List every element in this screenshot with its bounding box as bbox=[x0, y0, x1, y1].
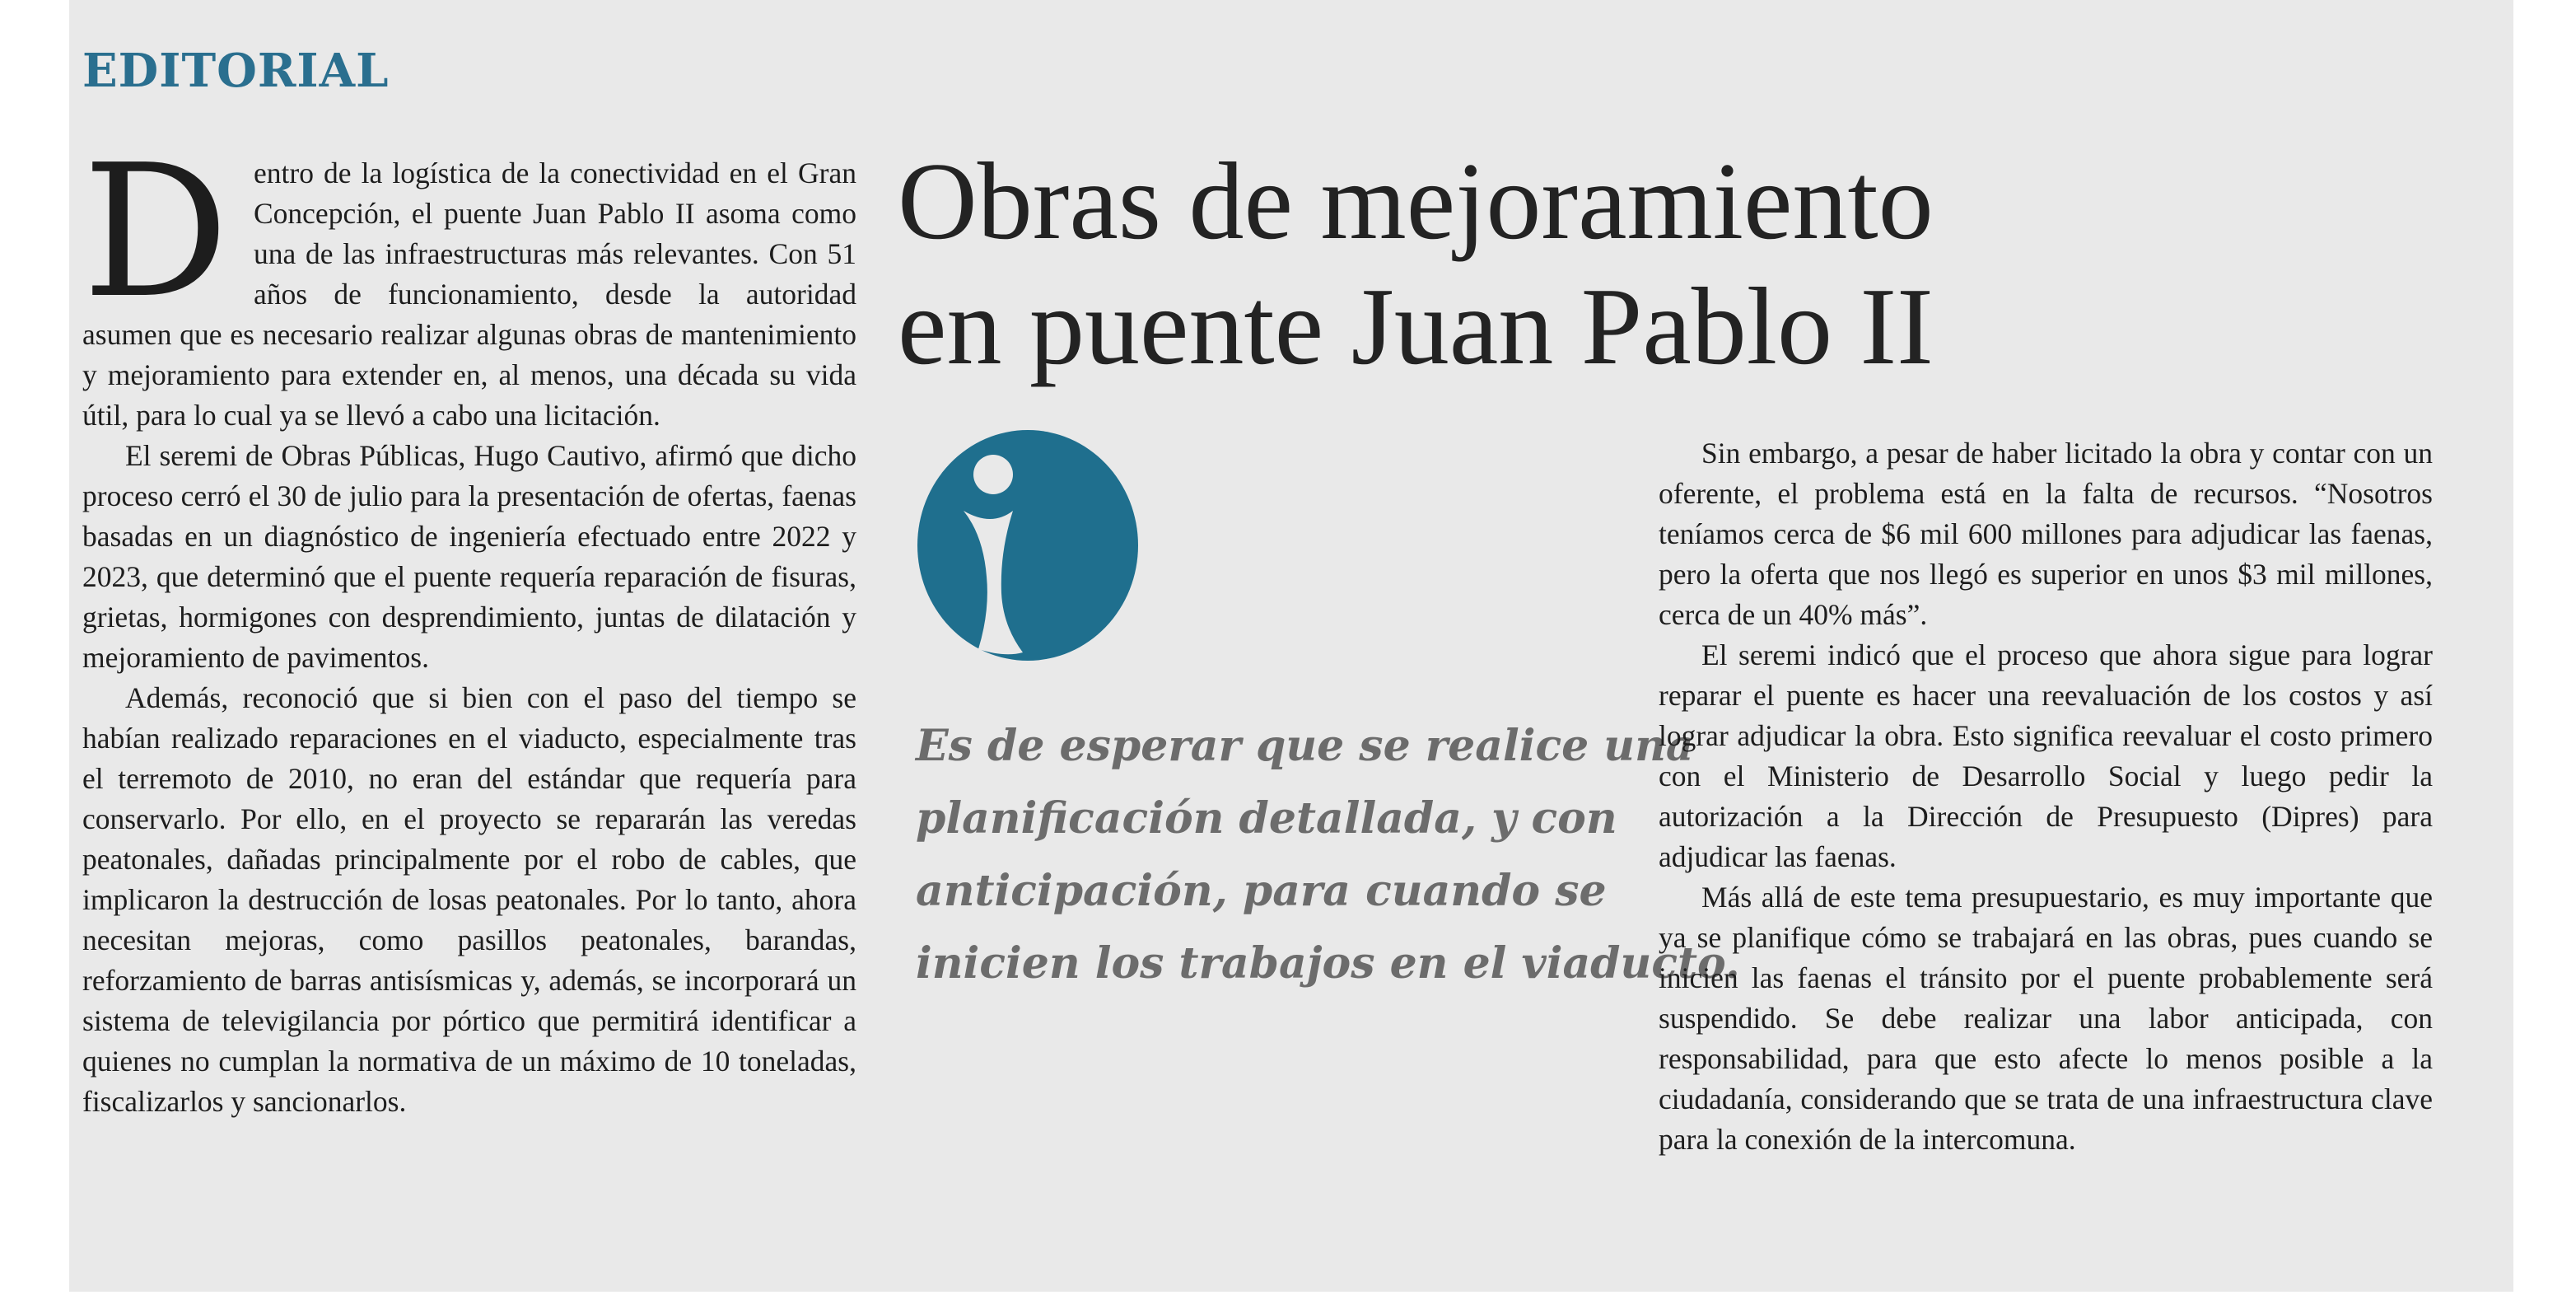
paragraph: Sin embargo, a pesar de haber licitado la obra y contar con un oferente, el problema está en la falta de recursos. “Nosotros teníamos cerca de $6 mil 600 millones para adjudicar las faenas, pero la oferta que nos llegó es superior en unos $3 mil millones, cerca de un 40% más”. bbox=[1659, 437, 2433, 631]
article-body-right bbox=[1659, 433, 2433, 1160]
pull-quote-line: inicien los trabajos en el viaducto. bbox=[916, 938, 1740, 989]
paragraph: Además, reconoció que si bien con el paso del tiempo se habían realizado reparaciones en el viaducto, especialmente tras el terremoto de 2010, no eran del estándar que requería para conservarlo. Por ello, en el proyecto se repararán las veredas peatonales, dañadas principalmente por el robo de cables, que implicaron la destrucción de losas peatonales. Por lo tanto, ahora necesitan mejoras, como pasillos peatonales, barandas, reforzamiento de barras antisísmicas y, además, se incorporará un sistema de televigilancia por pórtico que permitirá identificar a quienes no cumplan la normativa de un máximo de 10 toneladas, fiscalizarlos y sancionarlos. bbox=[82, 681, 856, 1118]
pull-quote bbox=[916, 710, 1740, 1000]
drop-cap: D bbox=[82, 126, 229, 339]
article-body-left bbox=[82, 126, 856, 1122]
pull-quote-line: planificación detallada, y con bbox=[916, 793, 1617, 844]
pull-quote-line: anticipación, para cuando se bbox=[916, 866, 1607, 916]
paragraph: El seremi de Obras Públicas, Hugo Cautivo, afirmó que dicho proceso cerró el 30 de julio para la presentación de ofertas, faenas basadas en un diagnóstico de ingeniería efectuado entre 2022 y 2023, que determinó que el puente requería reparación de fisuras, grietas, hormigones con desprendimiento, juntas de dilatación y mejoramiento de pavimentos. bbox=[82, 439, 856, 674]
section-label: EDITORIAL bbox=[82, 44, 390, 98]
info-icon bbox=[916, 428, 1140, 662]
headline-line: Obras de mejoramiento bbox=[898, 140, 1934, 262]
paragraph: El seremi indicó que el proceso que ahora sigue para lograr reparar el puente es hacer una reevaluación de los costos y así lograr adjudicar la obra. Esto significa reevaluar el costo primero con el Ministerio de Desarrollo Social y luego pedir la autorización a la Dirección de Presupuesto (Dipres) para adjudicar las faenas. bbox=[1659, 638, 2433, 873]
headline bbox=[898, 138, 2051, 389]
headline-line: en puente Juan Pablo II bbox=[898, 265, 1934, 387]
pull-quote-line: Es de esperar que se realice una bbox=[916, 721, 1694, 771]
info-icon-dot bbox=[973, 455, 1013, 494]
info-icon-circle bbox=[917, 430, 1138, 661]
paragraph: entro de la logística de la conectividad en el Gran Concepción, el puente Juan Pablo II asoma como una de las infraestructuras más relevantes. Con 51 años de funcionamiento, desde la autoridad asumen que es necesario realizar algunas obras de mantenimiento y mejoramiento para extender en, al menos, una década su vida útil, para lo cual ya se llevó a cabo una licitación. bbox=[82, 157, 856, 432]
paragraph: Más allá de este tema presupuestario, es muy importante que ya se planifique cómo se trabajará en las obras, pues cuando se inicien las faenas el tránsito por el puente probablemente será suspendido. Se debe realizar una labor anticipada, con responsabilidad, para que esto afecte lo menos posible a la ciudadanía, considerando que se trata de una infraestructura clave para la conexión de la intercomuna. bbox=[1659, 881, 2433, 1156]
